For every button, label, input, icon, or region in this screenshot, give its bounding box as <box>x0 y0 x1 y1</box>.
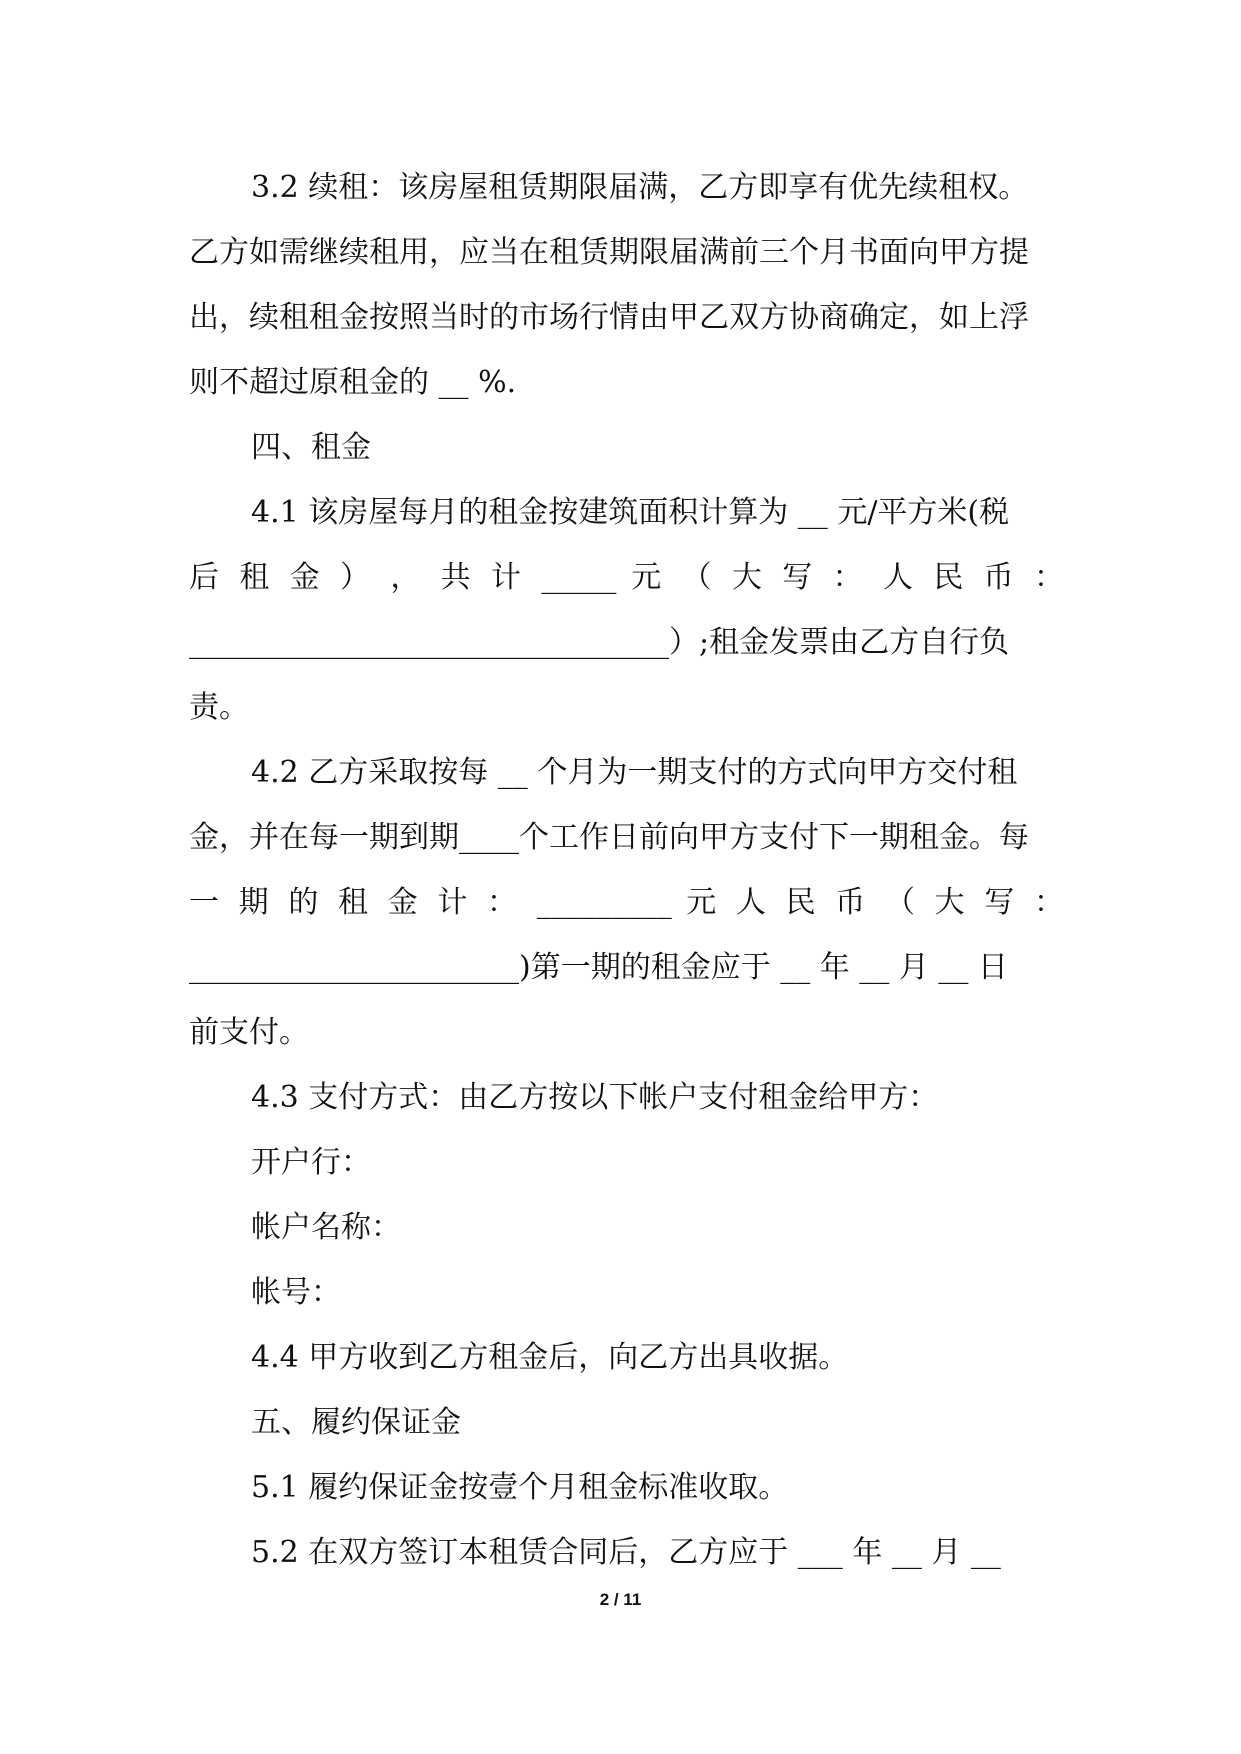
paragraph-4-2-line-1: 4.2 乙方采取按每 __ 个月为一期支付的方式向甲方交付租 <box>251 755 1018 790</box>
paragraph-4-2-line-4: ______________________)第一期的租金应于 __ 年 __ 月 __ 日 <box>189 950 1008 985</box>
section-heading-rent: 四、租金 <box>251 430 371 465</box>
paragraph-4-2-line-2: 金，并在每一期到期____个工作日前向甲方支付下一期租金。每 <box>189 820 1029 855</box>
paragraph-3-2-line-3: 出，续租租金按照当时的市场行情由甲乙双方协商确定，如上浮 <box>189 300 1029 335</box>
paragraph-5-2-line-1: 5.2 在双方签订本租赁合同后，乙方应于 ___ 年 __ 月 __ <box>251 1535 1001 1570</box>
paragraph-4-1-line-2: 后 租 金 ） ， 共 计 _____ 元 （ 大 写 ： 人 民 币 ： <box>189 560 1064 595</box>
paragraph-3-2-line-4: 则不超过原租金的 __ %. <box>189 365 517 400</box>
bank-name-label: 开户行： <box>251 1145 371 1180</box>
document-body <box>189 155 1064 1585</box>
page-number: 2 / 11 <box>599 1590 642 1609</box>
paragraph-4-1-line-1: 4.1 该房屋每月的租金按建筑面积计算为 __ 元/平方米(税 <box>251 495 1010 530</box>
paragraph-4-2-line-3: 一 期 的 租 金 计 ： _________ 元 人 民 币 （ 大 写 ： <box>189 885 1064 920</box>
paragraph-4-1-line-3: ________________________________）;租金发票由乙方自行负 <box>189 625 1010 660</box>
account-number-label: 帐号： <box>251 1275 341 1310</box>
paragraph-5-1: 5.1 履约保证金按壹个月租金标准收取。 <box>251 1470 789 1505</box>
paragraph-4-3: 4.3 支付方式：由乙方按以下帐户支付租金给甲方： <box>251 1080 939 1115</box>
section-heading-deposit: 五、履约保证金 <box>251 1405 461 1440</box>
paragraph-4-1-line-4: 责。 <box>189 690 249 725</box>
paragraph-4-2-line-5: 前支付。 <box>189 1015 309 1050</box>
paragraph-3-2-line-2: 乙方如需继续租用，应当在租赁期限届满前三个月书面向甲方提 <box>189 235 1029 270</box>
account-name-label: 帐户名称： <box>251 1210 401 1245</box>
paragraph-4-4: 4.4 甲方收到乙方租金后，向乙方出具收据。 <box>251 1340 849 1375</box>
paragraph-3-2-line-1: 3.2 续租：该房屋租赁期限届满，乙方即享有优先续租权。 <box>251 170 1029 205</box>
